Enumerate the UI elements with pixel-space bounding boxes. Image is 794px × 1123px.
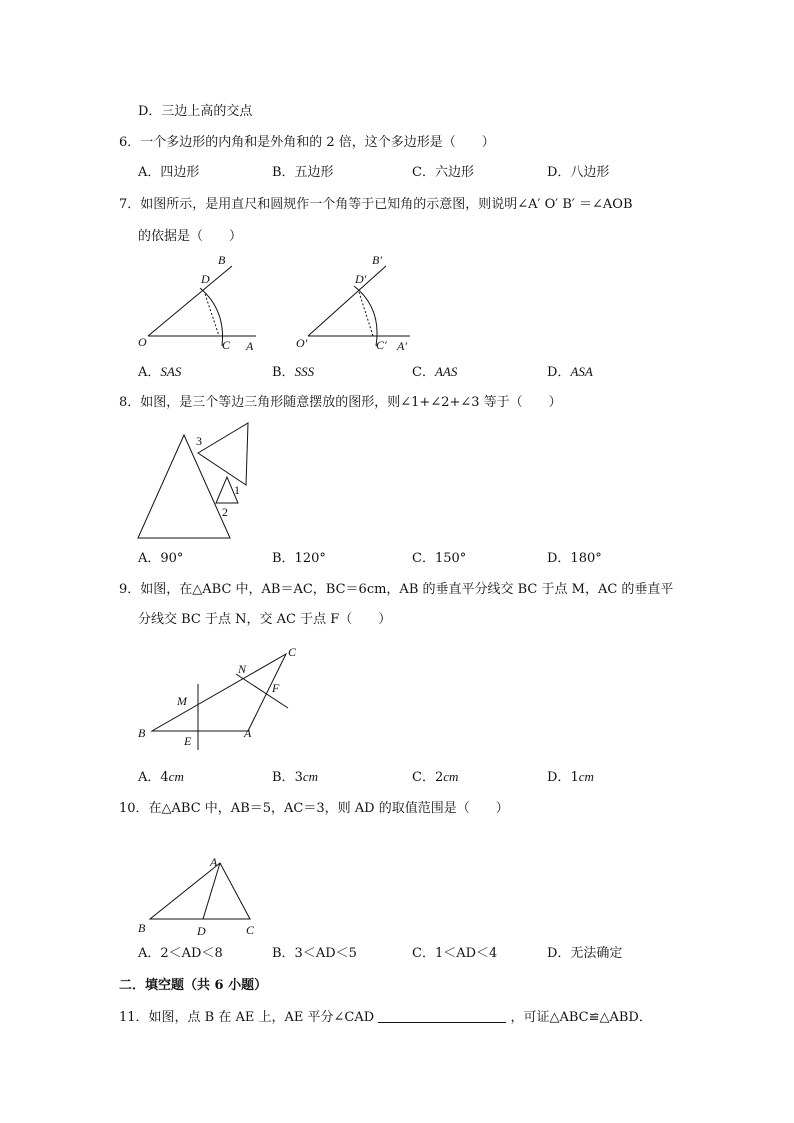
q11-stem-post: ，可证△ABC≌△ABD．	[510, 1010, 652, 1025]
q11-stem	[119, 1010, 652, 1026]
label-e: E	[184, 734, 192, 748]
q7-option-a: A．SAS	[138, 364, 182, 380]
q8-option-d: D．180°	[547, 551, 602, 566]
triangle-abc	[152, 654, 286, 731]
q8-option-b: B．120°	[272, 551, 326, 566]
label-f: F	[272, 681, 280, 695]
q7-option-b: B．SSS	[272, 364, 315, 380]
label-a-prime: A′	[397, 339, 407, 353]
label-a: A	[244, 726, 252, 740]
label-a: A	[246, 339, 254, 353]
q9-option-d: D．1cm	[547, 769, 594, 785]
ray-ob	[148, 266, 232, 336]
q6-option-b: B．五边形	[272, 165, 334, 180]
label-b: B	[138, 726, 146, 740]
label-d: D	[197, 924, 206, 938]
angle-label-1: 1	[234, 483, 240, 497]
q6-option-c: C．六边形	[412, 165, 474, 180]
q6-option-a: A．四边形	[138, 165, 200, 180]
q7-option-d: D．ASA	[547, 364, 593, 380]
q11-stem-pre: 11．如图，点 B 在 AE 上，AE 平分∠CAD	[119, 1010, 375, 1025]
label-a: A	[210, 855, 218, 869]
label-d-prime: D′	[355, 272, 367, 286]
q5-option-d: D．三边上高的交点	[138, 104, 253, 119]
label-m: M	[177, 694, 187, 708]
q10-figure	[130, 850, 270, 940]
q10-option-c: C．1＜AD＜4	[412, 946, 498, 961]
q9-stem-line1: 9．如图，在△ABC 中，AB＝AC，BC＝6cm，AB 的垂直平分线交 BC 于点 M，AC 的垂直平	[119, 582, 674, 597]
segment-ad	[203, 863, 220, 919]
label-d: D	[201, 272, 210, 286]
label-n: N	[238, 662, 247, 676]
q10-option-a: A．2＜AD＜8	[138, 946, 223, 961]
q9-figure	[130, 640, 310, 755]
arc-cd	[200, 288, 223, 346]
triangle-abd-c	[150, 863, 250, 919]
q8-option-a: A．90°	[138, 551, 184, 566]
q9-option-a: A．4cm	[138, 769, 184, 785]
q7-stem-line1: 7．如图所示，是用直尺和圆规作一个角等于已知角的示意图，则说明∠A′ O′ B′ ＝∠AOB	[119, 197, 633, 212]
q9-option-c: C．2cm	[412, 769, 459, 785]
q11-answer-blank[interactable]	[378, 1010, 506, 1023]
label-c-prime: C′	[376, 338, 387, 352]
label-b: B	[218, 253, 226, 267]
label-o: O	[138, 335, 147, 349]
angle-label-3: 3	[196, 434, 202, 448]
label-c: C	[246, 923, 255, 937]
label-b: B	[138, 921, 146, 935]
q7-figure-1	[130, 250, 270, 360]
medium-triangle	[198, 423, 248, 485]
q8-stem: 8．如图，是三个等边三角形随意摆放的图形，则∠1+∠2+∠3 等于（ ）	[119, 395, 562, 410]
q6-option-d: D．八边形	[547, 165, 610, 180]
q10-option-d: D．无法确定	[547, 946, 623, 961]
q7-option-c: C．AAS	[412, 364, 458, 380]
angle-label-2: 2	[222, 505, 228, 519]
section-2-title: 二．填空题（共 6 小题）	[119, 978, 268, 993]
label-b-prime: B′	[372, 253, 382, 267]
label-o-prime: O′	[296, 336, 308, 350]
label-c: C	[288, 645, 297, 659]
q9-stem-line2: 分线交 BC 于点 N，交 AC 于点 F（ ）	[138, 612, 392, 627]
q6-stem: 6．一个多边形的内角和是外角和的 2 倍，这个多边形是（ ）	[119, 135, 495, 150]
q8-option-c: C．150°	[412, 551, 467, 566]
arc-cd-prime	[354, 286, 377, 346]
q8-figure	[130, 415, 270, 545]
q9-option-b: B．3cm	[272, 769, 319, 785]
label-c: C	[222, 338, 231, 352]
large-triangle	[138, 435, 230, 538]
q10-option-b: B．3＜AD＜5	[272, 946, 357, 961]
ray-ob-prime	[308, 266, 386, 336]
q7-figure-2	[290, 250, 430, 360]
q7-stem-line2: 的依据是（ ）	[138, 229, 243, 244]
q10-stem: 10．在△ABC 中，AB＝5，AC＝3，则 AD 的取值范围是（ ）	[119, 801, 509, 816]
